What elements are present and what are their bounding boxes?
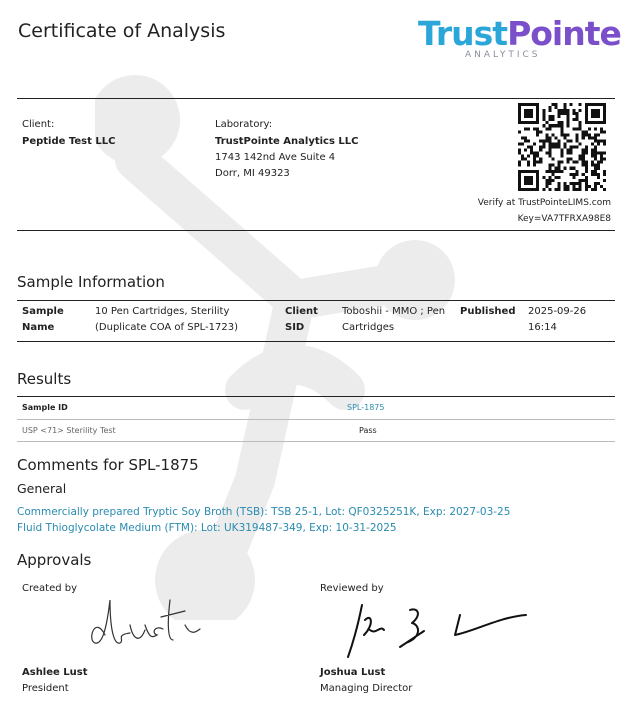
results-top-rule (17, 396, 615, 397)
results-bottom-rule (17, 441, 615, 442)
reviewer-name: Joshua Lust (320, 667, 386, 678)
comments-heading: Comments for SPL-1875 (17, 456, 199, 474)
verify-url: Verify at TrustPointeLIMS.com (477, 198, 611, 208)
results-heading: Results (17, 370, 72, 388)
signature-ashlee-lust (85, 595, 205, 670)
test-name: USP <71> Sterility Test (22, 426, 116, 435)
laboratory-label: Laboratory: (215, 119, 273, 130)
laboratory-address-1: 1743 142nd Ave Suite 4 (215, 152, 336, 163)
client-sid-value: Toboshii - MMO ; Pen Cartridges (342, 306, 446, 333)
approvals-heading: Approvals (17, 551, 92, 569)
company-logo: TrustPointe ANALYTICS (418, 14, 621, 60)
info-rule (17, 230, 615, 231)
creator-name: Ashlee Lust (22, 667, 88, 678)
signature-joshua-lust (340, 595, 535, 665)
client-label: Client: (22, 119, 55, 130)
laboratory-address-2: Dorr, MI 49323 (215, 168, 290, 179)
results-column-sample-id: Sample ID (22, 403, 68, 412)
test-result: Pass (359, 426, 377, 435)
results-mid-rule (17, 419, 615, 420)
sample-info-top-rule (17, 300, 615, 301)
header-rule (17, 98, 615, 99)
verify-block (440, 195, 611, 227)
sample-info-bottom-rule (17, 341, 615, 342)
laboratory-name: TrustPointe Analytics LLC (215, 136, 359, 147)
sample-name-value: 10 Pen Cartridges, Sterility (Duplicate COA of SPL-1723) (95, 306, 238, 333)
client-name: Peptide Test LLC (22, 136, 116, 147)
results-sample-id-link[interactable]: SPL-1875 (347, 403, 385, 412)
comment-line-tsb: Commercially prepared Tryptic Soy Broth (TSB): TSB 25-1, Lot: QF0325251K, Exp: 2027-03-25 (17, 506, 511, 518)
reviewed-by-label: Reviewed by (320, 583, 384, 594)
created-by-label: Created by (22, 583, 78, 594)
qr-code[interactable] (518, 103, 606, 191)
published-label: Published (460, 306, 516, 317)
published-value: 2025-09-26 16:14 (528, 306, 587, 333)
comment-line-ftm: Fluid Thioglycolate Medium (FTM): Lot: UK319487-349, Exp: 10-31-2025 (17, 522, 397, 534)
reviewer-title: Managing Director (320, 683, 413, 694)
verify-key: Key=VA7TFRXA98E8 (517, 214, 611, 224)
comments-subheading: General (17, 481, 67, 496)
creator-title: President (22, 683, 69, 694)
client-sid-label: Client SID (285, 306, 318, 333)
sample-name-label: Sample Name (22, 306, 64, 333)
sample-info-heading: Sample Information (17, 273, 165, 291)
document-title: Certificate of Analysis (18, 20, 226, 42)
